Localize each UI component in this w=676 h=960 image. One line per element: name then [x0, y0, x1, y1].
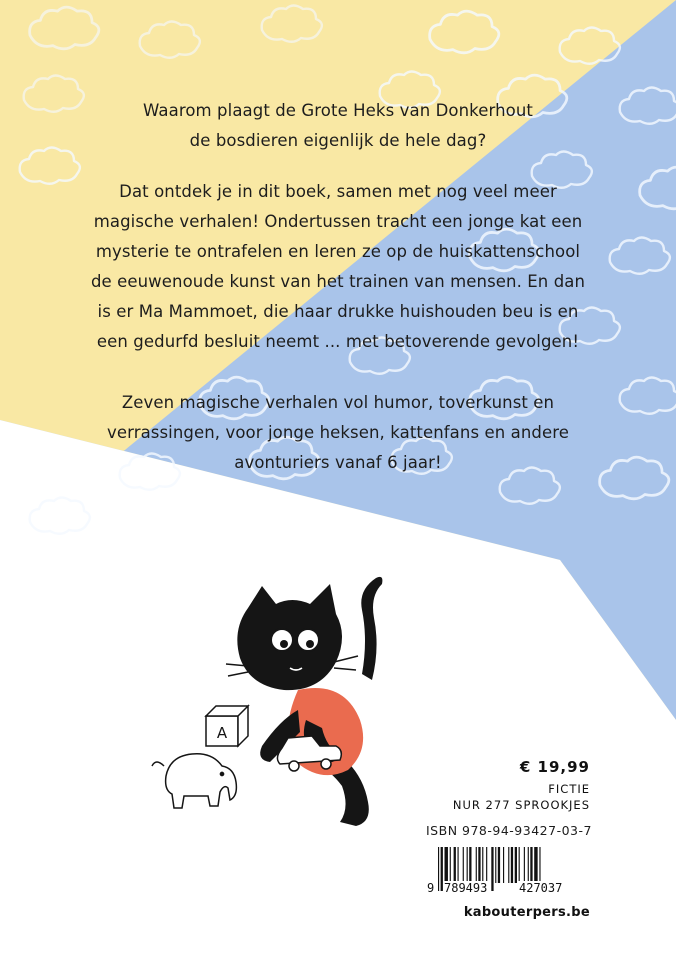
isbn: ISBN 978-94-93427-03-7: [426, 823, 592, 838]
barcode-bar: [511, 847, 513, 883]
genre: FICTIE: [548, 782, 590, 796]
barcode-bar: [463, 847, 464, 883]
blurb-line: de bosdieren eigenlijk de hele dag?: [189, 131, 487, 150]
cat-eye: [271, 629, 293, 651]
barcode-right-group: 427037: [519, 881, 563, 895]
price: € 19,99: [519, 758, 590, 776]
barcode-first-digit: 9: [427, 881, 435, 895]
blurb-line: verrassingen, voor jonge heksen, kattenfans en andere: [106, 423, 570, 442]
cat-pupil: [280, 640, 288, 648]
barcode-block: [426, 847, 589, 899]
barcode-bar: [482, 847, 483, 883]
barcode-bar: [486, 847, 487, 883]
blurb-line: een gedurfd besluit neemt ... met betoverende gevolgen!: [96, 332, 580, 351]
blurb-paragraph-2: [0, 177, 676, 357]
blurb-line: avonturiers vanaf 6 jaar!: [234, 453, 442, 472]
nur-code: NUR 277 SPROOKJES: [452, 798, 590, 812]
barcode-bar: [478, 847, 480, 883]
toy-block: [206, 706, 248, 746]
publisher-website: kabouterpers.be: [463, 905, 590, 920]
blurb-line: Dat ontdek je in dit boek, samen met nog veel meer: [119, 182, 557, 201]
blurb-line: is er Ma Mammoet, die haar drukke huishouden beu is en: [97, 302, 579, 321]
barcode-digits: [426, 879, 589, 899]
barcode-bar: [515, 847, 517, 883]
barcode-bar: [450, 847, 451, 883]
blurb-line: Waarom plaagt de Grote Heks van Donkerhout: [143, 101, 533, 120]
barcode-bar: [467, 847, 468, 883]
blurb-paragraph-3: [0, 388, 676, 478]
barcode-bar: [498, 847, 500, 883]
cat-pupil: [306, 640, 314, 648]
blurb-line: Zeven magische verhalen vol humor, toverkunst en: [121, 393, 555, 412]
toy-elephant: [152, 754, 236, 808]
barcode-bar: [458, 847, 459, 883]
blurb-line: de eeuwenoude kunst van het trainen van mensen. En dan: [90, 272, 586, 291]
blurb-line: magische verhalen! Ondertussen tracht een jonge kat een: [93, 212, 583, 231]
cat-tail: [361, 577, 382, 680]
cat-eye: [297, 629, 319, 651]
barcode-left-group: 789493: [444, 881, 488, 895]
barcode-bar: [503, 847, 504, 883]
barcode-bar: [495, 847, 496, 883]
barcode-bar: [524, 847, 525, 883]
block-letter: A: [216, 724, 228, 742]
barcode-bar: [469, 847, 471, 883]
cat-illustration: [130, 570, 460, 850]
blurb-line: mysterie te ontrafelen en leren ze op de huiskattenschool: [95, 242, 581, 261]
barcode-bar: [476, 847, 477, 883]
barcode-bar: [530, 847, 532, 883]
barcode-bar: [519, 847, 520, 883]
barcode-bar: [445, 847, 448, 883]
barcode-bar: [454, 847, 456, 883]
barcode-bar: [528, 847, 529, 883]
blurb-paragraph-1: [0, 96, 676, 156]
barcode-bar: [508, 847, 509, 883]
